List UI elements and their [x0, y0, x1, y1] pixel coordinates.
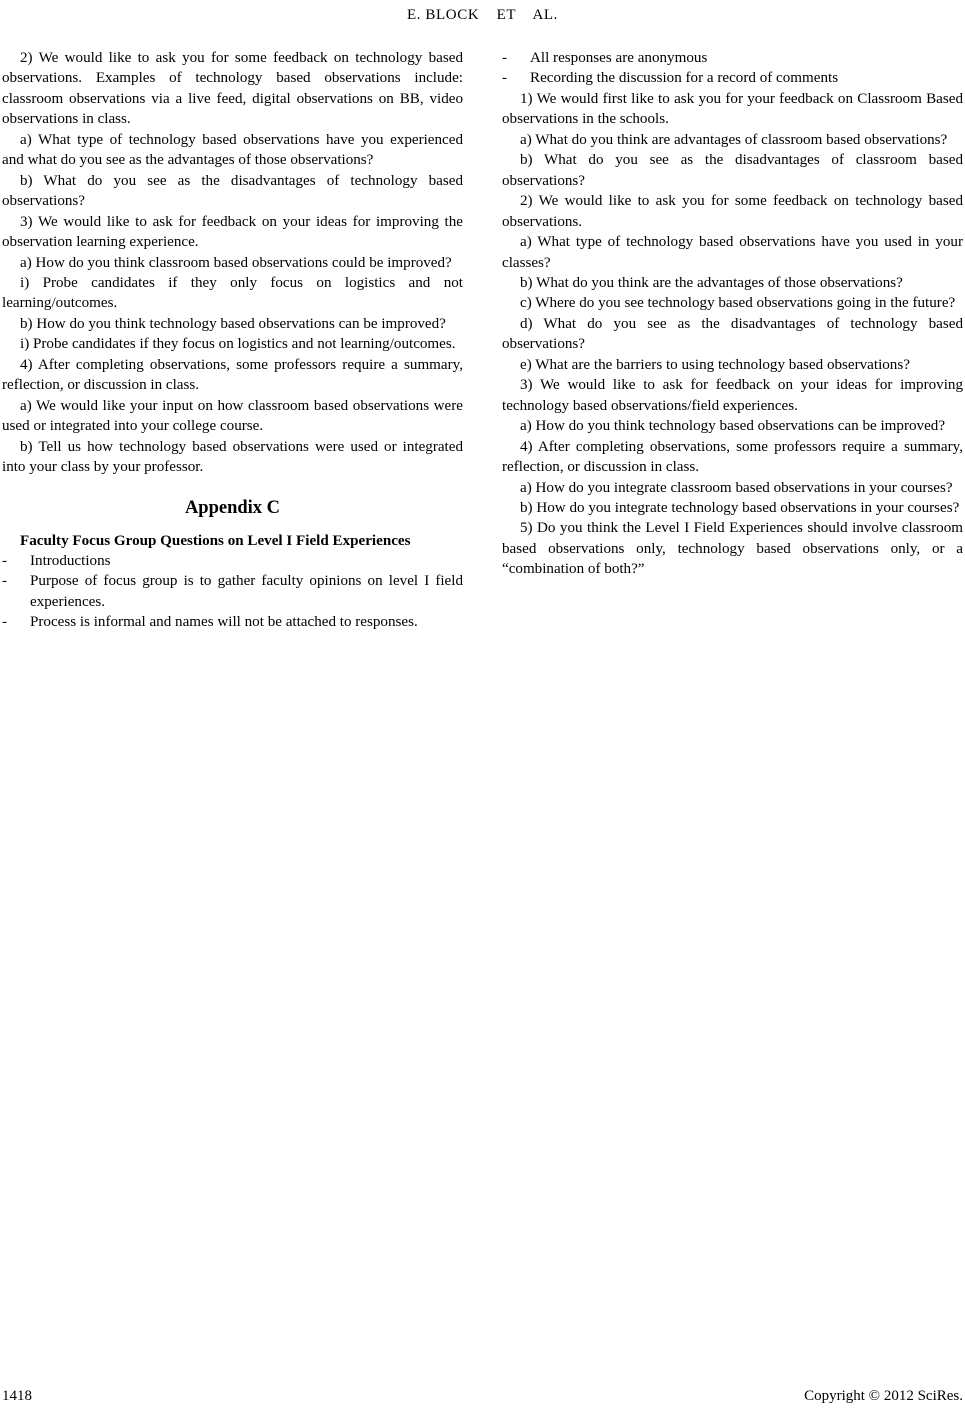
- paragraph: a) How do you think technology based observations can be improved?: [520, 418, 946, 435]
- appendix-bullet-list: [2, 551, 463, 633]
- paragraph: 1) We would first like to ask you for your feedback on Classroom Based observations in the schools.: [502, 90, 963, 128]
- dash-bullet-icon: -: [2, 573, 8, 590]
- list-item-label: All responses are anonymous: [530, 50, 708, 66]
- paragraph: i) Probe candidates if they only focus on logistics and not learning/outcomes.: [2, 274, 463, 312]
- paragraph: a) What do you think are advantages of classroom based observations?: [520, 131, 948, 148]
- paragraph: i) Probe candidates if they focus on logistics and not learning/outcomes.: [20, 336, 456, 353]
- page-footer: [0, 1386, 965, 1408]
- paragraph: a) What type of technology based observations have you experienced and what do you see as the advantages of those observations?: [2, 131, 463, 169]
- paragraph: b) How do you think technology based observations can be improved?: [20, 315, 446, 332]
- appendix-subtitle: Faculty Focus Group Questions on Level I Field Experiences: [20, 532, 411, 549]
- list-item-label: Introductions: [30, 552, 111, 569]
- intro-bullet-list: [502, 48, 963, 89]
- paragraph: 5) Do you think the Level I Field Experiences should involve classroom based observations only, technology based observations only, or a “combination of both?”: [502, 520, 963, 578]
- two-column-body: [2, 48, 963, 633]
- list-item: [502, 68, 963, 88]
- running-head: E. BLOCK ET AL.: [406, 7, 559, 23]
- paragraph: b) What do you see as the disadvantages of classroom based observations?: [502, 152, 963, 189]
- appendix-heading: Appendix C: [184, 497, 281, 518]
- copyright-notice: Copyright © 2012 SciRes.: [804, 1388, 963, 1404]
- list-item-label: Process is informal and names will not be attached to responses.: [30, 614, 418, 631]
- paragraph: b) What do you think are the advantages of those observations?: [520, 274, 903, 291]
- paragraph: b) How do you integrate technology based observations in your courses?: [520, 499, 960, 516]
- paragraph: 2) We would like to ask you for some feedback on technology based observations.: [502, 193, 963, 230]
- left-column: [2, 48, 463, 633]
- dash-bullet-icon: -: [502, 70, 508, 87]
- dash-bullet-icon: -: [2, 552, 8, 569]
- paragraph: a) What type of technology based observations have you used in your classes?: [502, 234, 963, 271]
- paragraph: b) Tell us how technology based observations were used or integrated into your class by your professor.: [2, 438, 463, 476]
- paragraph: 4) After completing observations, some professors require a summary, reflection, or discussion in class.: [502, 438, 963, 476]
- paragraph: c) Where do you see technology based observations going in the future?: [520, 295, 956, 312]
- dash-bullet-icon: -: [2, 614, 8, 631]
- paragraph: b) What do you see as the disadvantages of technology based observations?: [2, 172, 463, 210]
- list-item: [502, 48, 963, 68]
- paragraph: 3) We would like to ask for feedback on your ideas for improving technology based observations/field experiences.: [502, 377, 963, 414]
- paragraph: a) How do you think classroom based observations could be improved?: [20, 254, 452, 271]
- paragraph: 2) We would like to ask you for some feedback on technology based observations. Examples of technology based observations include: classroom observations via a live feed, digital observations on BB, video observations in class.: [2, 50, 463, 128]
- list-item: [2, 571, 463, 612]
- paragraph: d) What do you see as the disadvantages of technology based observations?: [502, 315, 963, 353]
- list-item-label: Recording the discussion for a record of comments: [530, 70, 839, 87]
- paragraph: 4) After completing observations, some professors require a summary, reflection, or discussion in class.: [2, 356, 463, 394]
- paragraph: a) We would like your input on how classroom based observations were used or integrated into your college course.: [2, 397, 463, 435]
- paragraph: 3) We would like to ask for feedback on your ideas for improving the observation learning experience.: [2, 213, 463, 251]
- dash-bullet-icon: -: [502, 50, 508, 66]
- paragraph: a) How do you integrate classroom based observations in your courses?: [520, 479, 953, 496]
- page-number: 1418: [2, 1388, 32, 1404]
- list-item: [2, 551, 463, 571]
- right-column: [502, 48, 963, 580]
- paragraph: e) What are the barriers to using technology based observations?: [520, 356, 910, 373]
- list-item-label: Purpose of focus group is to gather faculty opinions on level I field experiences.: [30, 573, 463, 610]
- list-item: [2, 612, 463, 632]
